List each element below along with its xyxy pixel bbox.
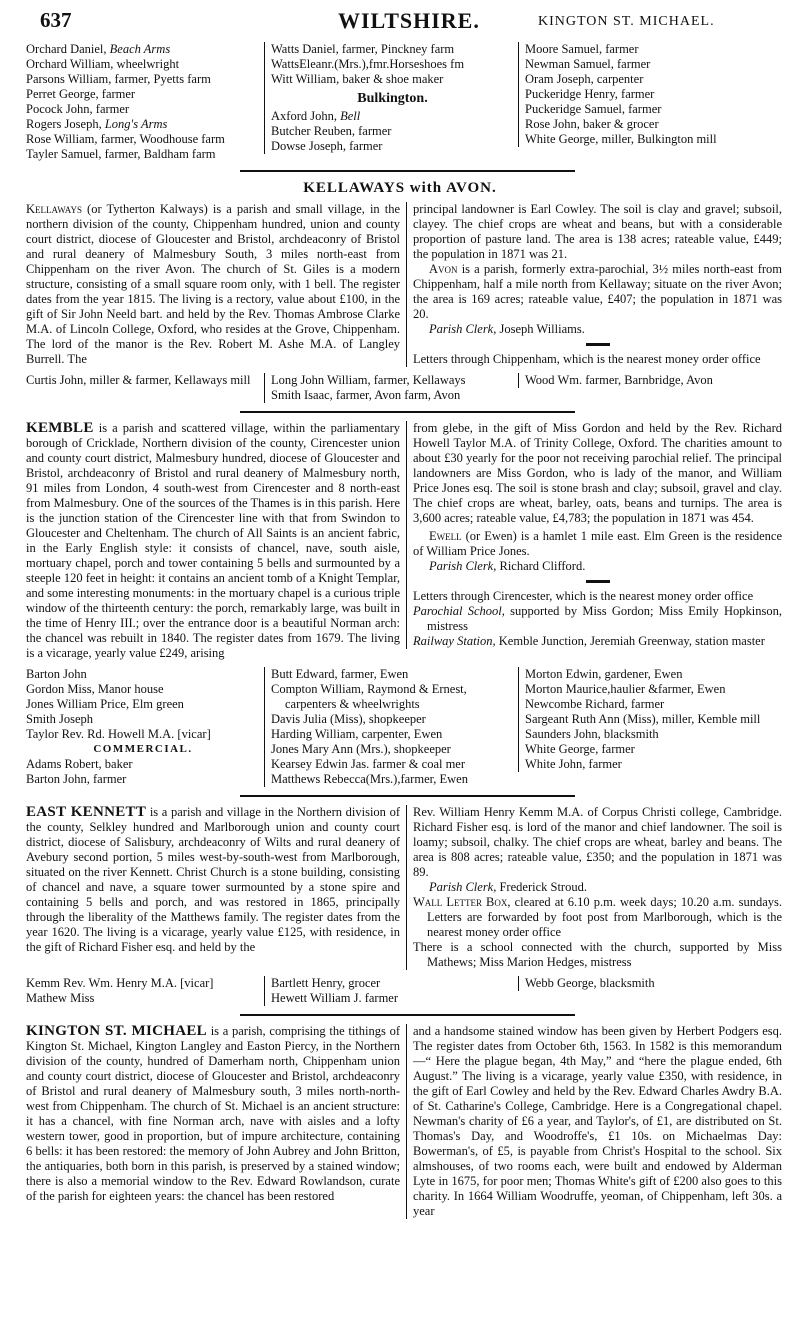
kington-description-right: and a handsome stained window has been given by Herbert Podgers esq. The register dates from October 6th, 1563. In 1582 is this memorandum—“ Here the plague began, 4th May,” and “here the plague ended, 6th August.” The living is a vicarage, yearly value £350, with residence, in the gift of Earl Cowley and held by the Rev. Edward Charles Awdry B.A. of St. Catharine's College, Cambridge. Here is a Congregational chapel. Newman's charity of £6 a year, and Taylor's, of £1, are distributed on St. Thomas's Day, and Woodroffe's, £1 10s. on Michaelmas Day: Bowerman's, of £5, is payable from Christ's Hospital to the school. Six almshouses, of two rooms each, were built and endowed by Alderman Lyte in 1675, for poor men; Thomas White's gift of £200 also goes to this charity. In 1664 William Woodruffe, yeoman, of Chippenham, left 30s. a year <box>406 1024 782 1219</box>
short-divider <box>586 343 610 346</box>
resident-entry: Rose William, farmer, Woodhouse farm <box>26 132 225 146</box>
residents-col-2 <box>264 373 518 403</box>
subheading-bulkington: Bulkington. <box>357 91 428 106</box>
section-title-kellaways: KELLAWAYS with AVON. <box>303 180 497 196</box>
parish-clerk: Parish Clerk, Richard Clifford. <box>429 559 586 573</box>
kellaways-lead: Kellaways <box>26 202 82 216</box>
kemble-description-left: KEMBLE is a parish and scattered village, within the parliamentary borough of Cricklade, Northern division of the county, Cirencester union and county court district, Malmesbury hundred, diocese of Gloucester and Bristol, archdeaconry of Bristol and rural deanery of Malmesbury north, 91 miles from London, 4 south-west from Cirencester and 8 north-east from Malmesbury. One of the sources of the Thames is in this parish. Here is the junction station of the Cirencester line with that from Swindon to Gloucester and Cheltenham. The church of All Saints is an ancient fabric, in the Early English style: it consists of chancel, nave, south aisle, mortuary chapel, porch and tower containing 5 bells and surmounted by a steeple 120 feet in height: it contains an ancient tomb of a Knight Templar, and some interesting monuments: in the mortuary chapel is a curious triple window of the thirteenth century: the porch, remarkably large, was built in the time of Henry III.; over the entrance door is a beautiful Norman arch: the chancel was rebuilt in 1840. The register dates from 1679. The living is a vicarage, yearly value £249, arising <box>26 420 400 660</box>
kington-description-left: KINGTON ST. MICHAEL is a parish, comprising the tithings of Kington St. Michael, Kington Langley and Easton Piercy, in the Northern division of the county, hundred of Damerham north, Chippenham union and county court district, diocese of Gloucester and Bristol, archdeaconry of Bristol and rural deanery of Malmesbury south, 3 miles north-north-west from Chippenham. The church of St. Michael is an ancient structure: it has a chancel, with fine Norman arch, nave with aisles and a lofty western tower, good in proportion, but of impure architecture, containing 6 bells: it has been restored: the memory of John Aubrey and John Britton, the antiquaries, both born in this parish, is preserved by a stained window; there is also a memorial window to the Rev. Edward Rowlandson, curate of the parish for eighteen years: the chancel has been restored <box>26 1023 401 1203</box>
kellaways-description-right: principal landowner is Earl Cowley. The soil is clay and gravel; subsoil, clayey. The chief crops are wheat and beans, but with a considerable proportion of pasture land. The area is 138 acres; rateable value, £449; the population in 1871 was 21. Avon is a parish, formerly extra-parochial, 3½ miles north-east from Chippenham, half a mile north from Kellaway; situate on the river Avon; the area is 169 acres; rateable value, £407; the population in 1871 was 20. Parish Clerk, Joseph Williams. Letters through Chippenham, which is the nearest money order office <box>406 202 782 367</box>
resident-entry: Puckeridge Henry, farmer <box>525 87 655 101</box>
residents-col-2 <box>264 667 518 787</box>
resident-entry: White George, farmer <box>525 742 635 756</box>
kington-lead: KINGTON ST. MICHAEL <box>26 1023 207 1039</box>
kemble-description-right: from glebe, in the gift of Miss Gordon and held by the Rev. Richard Howell Taylor M.A. of Trinity College, Oxford. The charities amount to about £30 yearly for the poor not receiving parochial relief. The principal landowners are Miss Gordon, who is lady of the manor, and William Price Jones esq. The soil is stone brash and clay; subsoil, gravel and clay. The chief crops are wheat, barley, oats, beans and turnips. The area is 3,600 acres; rateable value, £4,783; the population in 1871 was 454. Ewell (or Ewen) is a hamlet 1 mile east. Elm Green is the residence of William Price Jones. Parish Clerk, Richard Clifford. Letters through Cirencester, which is the nearest money order office Parochial School, supported by Miss Gordon; Miss Emily Hopkinson, mistress Railway Station, Kemble Junction, Jeremiah Greenway, station master <box>406 421 782 649</box>
resident-entry: Davis Julia (Miss), shopkeeper <box>271 712 426 726</box>
resident-entry: Jones Mary Ann (Mrs.), shopkeeper <box>271 742 451 756</box>
resident-entry: Oram Joseph, carpenter <box>525 72 644 86</box>
east-kennett-description-left: EAST KENNETT is a parish and village in the Northern division of the county, Selkley hundred and Marlborough union and county court district, diocese of Salisbury, archdeaconry of Wilts and rural deanery of Avebury second portion, 5 miles west-by-south-west from Marlborough, situated on the river Kennett. Christ Church is a stone building, consisting of chancel and nave, a square tower surmounted by a stone spire and containing 5 bells and porch, and was restored in 1865, principally through the liberality of the Matthews family. The register dates from the year 1620. The living is a vicarage, yearly value £125, with residence, in the gift of Richard Fisher esq. and held by the <box>26 804 401 954</box>
resident-entry: Watts Daniel, farmer, Pinckney farm <box>271 42 455 56</box>
kemble-residents <box>26 667 782 787</box>
ewell-paragraph: Ewell (or Ewen) is a hamlet 1 mile east. Elm Green is the residence of William Price Jones. <box>413 529 783 558</box>
resident-entry: Witt William, baker & shoe maker <box>271 72 444 86</box>
kellaways-residents <box>26 373 782 403</box>
resident-entry: Pocock John, farmer <box>26 102 130 116</box>
page-number: 637 <box>40 8 72 32</box>
resident-entry: Orchard William, wheelwright <box>26 57 180 71</box>
parish-clerk: Parish Clerk, Joseph Williams. <box>429 322 585 336</box>
residents-col-2 <box>264 42 518 154</box>
resident-entry: Newman Samuel, farmer <box>525 57 651 71</box>
resident-entry: Dowse Joseph, farmer <box>271 139 383 153</box>
resident-entry: Rogers Joseph, Long's Arms <box>26 117 168 131</box>
resident-entry: Wood Wm. farmer, Barnbridge, Avon <box>525 373 713 387</box>
note-entry: Parochial School, supported by Miss Gordon; Miss Emily Hopkinson, mistress <box>413 604 783 633</box>
resident-entry: Compton William, Raymond & Ernest, carpenters & wheelwrights <box>271 682 467 711</box>
kellaways-description-left: Kellaways (or Tytherton Kalways) is a parish and small village, in the northern division of the county, Chippenham hundred, union and county court district, diocese of Gloucester and Bristol, archdeaconry of Bristol and rural deanery of Malmesbury South, 3 miles north-east from Chippenham on the river Avon. The church of St. Giles is a modern structure, consisting of a small square room only, with 1 bell. The register dates from the year 1815. The living is a rectory, value about £100, in the gift of Sir John Neeld bart. and held by the Rev. Thomas Ambrose Clarke M.A. of Lincoln College, Oxford, who resides at the Grove, Chippenham. The lord of the manor is the Rev. Robert M. Ashe M.A. of Langley Burrell. The <box>26 202 400 366</box>
resident-entry: Moore Samuel, farmer <box>525 42 639 56</box>
resident-entry: Long John William, farmer, Kellaways <box>271 373 466 387</box>
resident-entry: Webb George, blacksmith <box>525 976 655 990</box>
avon-paragraph: Avon is a parish, formerly extra-parochial, 3½ miles north-east from Chippenham, half a mile north from Kellaway; situate on the river Avon; the area is 169 acres; rateable value, £407; the population in 1871 was 20. <box>413 262 782 321</box>
resident-entry: Butt Edward, farmer, Ewen <box>271 667 409 681</box>
school-note: There is a school connected with the church, supported by Miss Mathews; Miss Marion Hedges, mistress <box>413 940 782 969</box>
parish-clerk: Parish Clerk, Frederick Stroud. <box>429 880 587 894</box>
resident-entry: Parsons William, farmer, Pyetts farm <box>26 72 211 86</box>
note-entry: Railway Station, Kemble Junction, Jeremiah Greenway, station master <box>413 634 765 648</box>
section-divider <box>240 1014 575 1016</box>
resident-entry: Perret George, farmer <box>26 87 136 101</box>
resident-entry: Taylor Rev. Rd. Howell M.A. [vicar] <box>26 727 211 741</box>
residents-col-3 <box>518 976 782 991</box>
east-kennett-residents <box>26 976 782 1006</box>
residents-col-1 <box>26 373 264 388</box>
resident-entry: Puckeridge Samuel, farmer <box>525 102 662 116</box>
section-divider <box>240 170 575 172</box>
resident-entry: Hewett William J. farmer <box>271 991 399 1005</box>
running-header <box>0 8 800 42</box>
east-kennett-description-right: Rev. William Henry Kemm M.A. of Corpus Christi college, Cambridge. Richard Fisher esq. is lord of the manor and chief landowner. The soil is loamy; subsoil, chalky. The chief crops are wheat, barley and beans. The area is 808 acres; rateable value, £350; and the population in 1871 was 89. Parish Clerk, Frederick Stroud. Wall Letter Box, cleared at 6.10 p.m. week days; 10.20 a.m. sundays. Letters are forwarded by foot post from Marlborough, which is the nearest money order office There is a school connected with the church, supported by Miss Mathews; Miss Marion Hedges, mistress <box>406 805 782 970</box>
top-residents-list <box>26 42 782 162</box>
section-kemble <box>26 421 782 787</box>
resident-entry: Matthews Rebecca(Mrs.),farmer, Ewen <box>271 772 468 786</box>
resident-entry: Saunders John, blacksmith <box>525 727 659 741</box>
section-east-kennett <box>26 805 782 1006</box>
resident-entry: Orchard Daniel, Beach Arms <box>26 42 171 56</box>
note-entry: Letters through Cirencester, which is the nearest money order office <box>413 589 754 603</box>
resident-entry: Jones William Price, Elm green <box>26 697 184 711</box>
section-kington-st-michael <box>26 1024 782 1219</box>
resident-entry: Morton Maurice,haulier &farmer, Ewen <box>525 682 726 696</box>
resident-entry: Smith Joseph <box>26 712 94 726</box>
running-place-title: KINGTON ST. MICHAEL. <box>538 14 715 29</box>
section-divider <box>240 411 575 413</box>
resident-entry: Smith Isaac, farmer, Avon farm, Avon <box>271 388 461 402</box>
resident-entry: Bartlett Henry, grocer <box>271 976 381 990</box>
wall-letter-box-note: Wall Letter Box, cleared at 6.10 p.m. week days; 10.20 a.m. sundays. Letters are forwarded by foot post from Marlborough, which is the nearest money order office <box>413 895 782 939</box>
resident-entry: Morton Edwin, gardener, Ewen <box>525 667 683 681</box>
east-kennett-lead: EAST KENNETT <box>26 804 147 820</box>
resident-entry: Adams Robert, baker <box>26 757 133 771</box>
resident-entry: Newcombe Richard, farmer <box>525 697 665 711</box>
resident-entry: Tayler Samuel, farmer, Baldham farm <box>26 147 216 161</box>
resident-entry: Axford John, Bell <box>271 109 361 123</box>
commercial-subheading: COMMERCIAL. <box>93 743 193 755</box>
residents-col-1 <box>26 976 264 1006</box>
resident-entry: Harding William, carpenter, Ewen <box>271 727 443 741</box>
county-title: WILTSHIRE. <box>338 8 480 33</box>
section-divider <box>240 795 575 797</box>
resident-entry: Sargeant Ruth Ann (Miss), miller, Kemble mill <box>525 712 761 726</box>
resident-entry: Rose John, baker & grocer <box>525 117 659 131</box>
residents-col-3 <box>518 373 782 388</box>
resident-entry: Butcher Reuben, farmer <box>271 124 392 138</box>
resident-entry: WattsEleanr.(Mrs.),fmr.Horseshoes fm <box>271 57 465 71</box>
resident-entry: Gordon Miss, Manor house <box>26 682 164 696</box>
residents-col-2 <box>264 976 518 1006</box>
residents-col-1 <box>26 42 264 162</box>
letters-note: Letters through Chippenham, which is the nearest money order office <box>413 352 761 366</box>
resident-entry: Mathew Miss <box>26 991 95 1005</box>
resident-entry: White George, miller, Bulkington mill <box>525 132 717 146</box>
residents-col-3 <box>518 667 782 772</box>
short-divider <box>586 580 610 583</box>
resident-entry: Barton John, farmer <box>26 772 127 786</box>
resident-entry: White John, farmer <box>525 757 622 771</box>
residents-col-3 <box>518 42 782 147</box>
resident-entry: Kearsey Edwin Jas. farmer & coal mer <box>271 757 466 771</box>
section-kellaways <box>26 202 782 403</box>
resident-entry: Curtis John, miller & farmer, Kellaways mill <box>26 373 251 387</box>
resident-entry: Kemm Rev. Wm. Henry M.A. [vicar] <box>26 976 214 990</box>
kemble-lead: KEMBLE <box>26 420 94 436</box>
resident-entry: Barton John <box>26 667 87 681</box>
residents-col-1 <box>26 667 264 787</box>
